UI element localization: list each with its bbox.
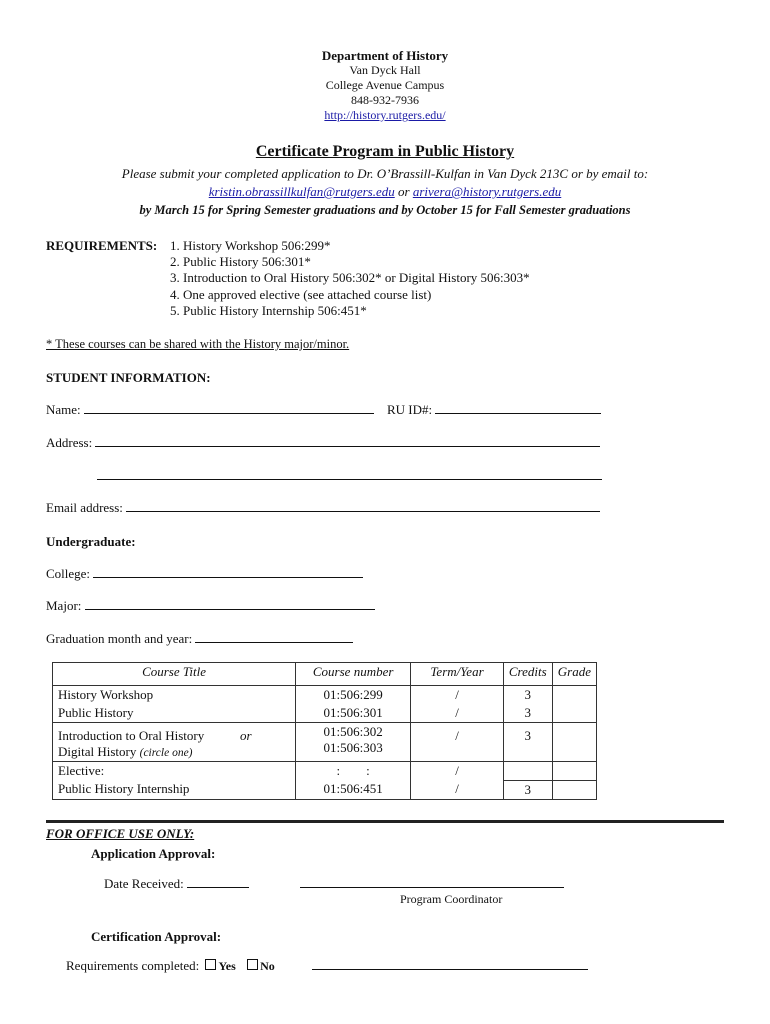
email-link-arivera[interactable]: arivera@history.rutgers.edu xyxy=(412,184,562,199)
name-label: Name: xyxy=(46,402,81,417)
requirements-completed-label: Requirements completed: xyxy=(66,958,200,973)
col-term-year: Term/Year xyxy=(411,663,504,686)
term-cell[interactable]: / xyxy=(411,704,504,723)
table-row xyxy=(53,762,597,781)
requirements-label: REQUIREMENTS: xyxy=(46,238,158,253)
program-coordinator-label: Program Coordinator xyxy=(400,892,503,906)
grade-cell[interactable] xyxy=(552,704,596,723)
oral-history-option[interactable]: Introduction to Oral History xyxy=(58,728,205,743)
oral-history-number: 01:506:302 xyxy=(323,724,383,739)
col-grade: Grade xyxy=(552,663,596,686)
credits-cell: 3 xyxy=(503,686,552,705)
certification-approval-heading: Certification Approval: xyxy=(91,929,222,944)
term-cell[interactable]: / xyxy=(411,780,504,799)
credits-cell: 3 xyxy=(503,723,552,762)
yes-checkbox[interactable] xyxy=(205,959,216,970)
table-row xyxy=(53,780,597,799)
course-title-cell: Public History Internship xyxy=(53,780,296,799)
term-cell[interactable]: / xyxy=(411,723,504,762)
requirement-item: 4. One approved elective (see attached course list) xyxy=(170,287,432,302)
coordinator-signature-line[interactable] xyxy=(300,876,564,888)
col-course-number: Course number xyxy=(296,663,411,686)
email-link-obrassill[interactable]: kristin.obrassillkulfan@rutgers.edu xyxy=(208,184,395,199)
circle-one-note: (circle one) xyxy=(139,747,193,759)
submission-instructions: Please submit your completed application to Dr. O’Brassill-Kulfan in Van Dyck 213C or by email to: xyxy=(121,166,649,181)
grade-cell[interactable] xyxy=(552,780,596,799)
digital-history-option[interactable]: Digital History xyxy=(58,744,137,759)
graduation-label: Graduation month and year: xyxy=(46,631,193,646)
shared-courses-note: * These courses can be shared with the History major/minor. xyxy=(46,337,350,351)
yes-label: Yes xyxy=(218,959,236,973)
undergraduate-heading: Undergraduate: xyxy=(46,534,136,549)
credits-cell: 3 xyxy=(503,780,552,799)
course-number-cell: 01:506:299 xyxy=(296,686,411,705)
grade-cell[interactable] xyxy=(552,686,596,705)
graduation-field[interactable] xyxy=(195,631,353,643)
building-name: Van Dyck Hall xyxy=(349,63,421,77)
course-number-cell[interactable]: : : xyxy=(296,762,411,781)
email-label: Email address: xyxy=(46,500,123,515)
page-title: Certificate Program in Public History xyxy=(255,143,515,160)
term-cell[interactable]: / xyxy=(411,686,504,705)
major-field[interactable] xyxy=(85,598,375,610)
col-course-title: Course Title xyxy=(53,663,296,686)
table-header-row xyxy=(53,663,597,686)
email-or-text: or xyxy=(394,184,413,199)
certification-signature-line[interactable] xyxy=(312,958,588,970)
address-label: Address: xyxy=(46,435,93,450)
name-field[interactable] xyxy=(84,402,374,414)
credits-cell[interactable] xyxy=(503,762,552,781)
grade-cell[interactable] xyxy=(552,762,596,781)
table-row xyxy=(53,686,597,705)
date-received-field[interactable] xyxy=(187,876,249,888)
department-name: Department of History xyxy=(321,48,449,63)
student-info-heading: STUDENT INFORMATION: xyxy=(46,370,211,385)
no-label: No xyxy=(260,959,275,973)
credits-cell: 3 xyxy=(503,704,552,723)
office-use-heading: FOR OFFICE USE ONLY: xyxy=(46,826,195,841)
website-link[interactable]: http://history.rutgers.edu/ xyxy=(324,108,446,122)
course-title-cell: History Workshop xyxy=(53,686,296,705)
course-table xyxy=(52,662,597,800)
course-number-cell: 01:506:451 xyxy=(296,780,411,799)
course-title-cell: Elective: xyxy=(53,762,296,781)
or-text: or xyxy=(240,728,252,743)
requirement-item: 1. History Workshop 506:299* xyxy=(170,238,331,253)
table-row xyxy=(53,704,597,723)
table-row xyxy=(53,723,597,762)
digital-history-number: 01:506:303 xyxy=(323,740,383,755)
requirement-item: 3. Introduction to Oral History 506:302* or Digital History 506:303* xyxy=(170,270,530,285)
major-label: Major: xyxy=(46,598,82,613)
ruid-label: RU ID#: xyxy=(387,402,433,417)
address-field-line2[interactable] xyxy=(97,468,602,480)
date-received-label: Date Received: xyxy=(104,876,184,891)
application-approval-heading: Application Approval: xyxy=(91,846,216,861)
college-field[interactable] xyxy=(93,566,363,578)
deadline-text: by March 15 for Spring Semester graduations and by October 15 for Fall Semester graduations xyxy=(139,203,631,217)
course-number-cell xyxy=(296,723,411,762)
section-divider xyxy=(46,820,724,823)
course-number-cell: 01:506:301 xyxy=(296,704,411,723)
ruid-field[interactable] xyxy=(435,402,601,414)
requirement-item: 5. Public History Internship 506:451* xyxy=(170,303,367,318)
grade-cell[interactable] xyxy=(552,723,596,762)
course-title-cell xyxy=(53,723,296,762)
term-cell[interactable]: / xyxy=(411,762,504,781)
col-credits: Credits xyxy=(503,663,552,686)
course-title-cell: Public History xyxy=(53,704,296,723)
college-label: College: xyxy=(46,566,91,581)
address-field-line1[interactable] xyxy=(95,435,600,447)
campus-name: College Avenue Campus xyxy=(325,78,445,92)
no-checkbox[interactable] xyxy=(247,959,258,970)
phone-number: 848-932-7936 xyxy=(351,93,419,107)
email-field[interactable] xyxy=(126,500,600,512)
requirement-item: 2. Public History 506:301* xyxy=(170,254,311,269)
